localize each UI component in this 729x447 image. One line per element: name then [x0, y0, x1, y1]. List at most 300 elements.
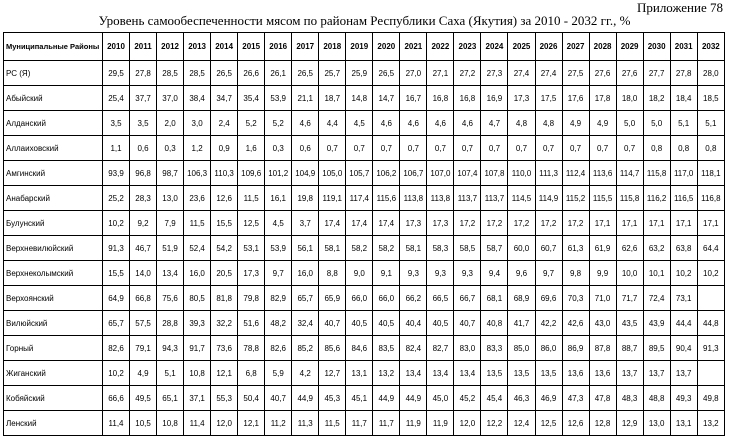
value-cell: 17,5 [535, 86, 562, 111]
value-cell: 9,6 [508, 261, 535, 286]
value-cell: 113,6 [589, 161, 616, 186]
value-cell: 11,4 [103, 411, 130, 436]
value-cell: 13,5 [508, 361, 535, 386]
value-cell: 27,0 [400, 61, 427, 86]
value-cell: 0,7 [616, 136, 643, 161]
value-cell: 117,0 [670, 161, 697, 186]
value-cell: 23,6 [184, 186, 211, 211]
value-cell: 0,7 [319, 136, 346, 161]
value-cell: 65,1 [157, 386, 184, 411]
value-cell: 28,3 [130, 186, 157, 211]
year-header: 2025 [508, 33, 535, 61]
value-cell: 106,7 [400, 161, 427, 186]
value-cell: 12,4 [508, 411, 535, 436]
value-cell: 73,6 [211, 336, 238, 361]
value-cell: 88,7 [616, 336, 643, 361]
value-cell: 28,0 [697, 61, 724, 86]
value-cell: 25,2 [103, 186, 130, 211]
value-cell: 4,5 [265, 211, 292, 236]
value-cell: 81,8 [211, 286, 238, 311]
value-cell: 7,9 [157, 211, 184, 236]
value-cell: 38,4 [184, 86, 211, 111]
value-cell: 10,2 [103, 361, 130, 386]
value-cell: 53,9 [265, 236, 292, 261]
value-cell: 17,3 [400, 211, 427, 236]
value-cell: 47,8 [589, 386, 616, 411]
value-cell: 11,4 [184, 411, 211, 436]
value-cell: 17,2 [562, 211, 589, 236]
value-cell [697, 286, 724, 311]
value-cell: 84,6 [346, 336, 373, 361]
value-cell: 13,2 [697, 411, 724, 436]
value-cell: 91,3 [103, 236, 130, 261]
value-cell: 66,7 [454, 286, 481, 311]
value-cell: 0,8 [643, 136, 670, 161]
value-cell: 25,7 [319, 61, 346, 86]
value-cell: 18,4 [670, 86, 697, 111]
value-cell: 43,0 [589, 311, 616, 336]
value-cell: 68,1 [481, 286, 508, 311]
value-cell: 115,6 [373, 186, 400, 211]
value-cell: 65,7 [103, 311, 130, 336]
value-cell: 13,4 [157, 261, 184, 286]
value-cell: 47,3 [562, 386, 589, 411]
value-cell: 49,8 [697, 386, 724, 411]
value-cell: 17,1 [643, 211, 670, 236]
value-cell: 44,4 [670, 311, 697, 336]
value-cell: 75,6 [157, 286, 184, 311]
value-cell: 101,2 [265, 161, 292, 186]
table-row [4, 261, 725, 286]
value-cell: 40,7 [319, 311, 346, 336]
year-header: 2020 [373, 33, 400, 61]
value-cell: 45,0 [427, 386, 454, 411]
value-cell: 4,8 [535, 111, 562, 136]
value-cell: 13,0 [643, 411, 670, 436]
value-cell: 11,5 [238, 186, 265, 211]
value-cell: 4,2 [292, 361, 319, 386]
value-cell: 0,3 [265, 136, 292, 161]
value-cell: 5,2 [265, 111, 292, 136]
value-cell: 105,0 [319, 161, 346, 186]
year-header: 2018 [319, 33, 346, 61]
value-cell: 66,0 [373, 286, 400, 311]
table-row [4, 361, 725, 386]
value-cell: 17,1 [697, 211, 724, 236]
value-cell [697, 361, 724, 386]
value-cell: 106,3 [184, 161, 211, 186]
value-cell: 51,9 [157, 236, 184, 261]
value-cell: 86,9 [562, 336, 589, 361]
value-cell: 25,4 [103, 86, 130, 111]
value-cell: 17,6 [562, 86, 589, 111]
value-cell: 13,2 [373, 361, 400, 386]
value-cell: 12,7 [319, 361, 346, 386]
value-cell: 78,8 [238, 336, 265, 361]
corner-header: Муниципальные Районы [4, 33, 103, 61]
district-name-cell: Вилюйский [4, 311, 103, 336]
value-cell: 94,3 [157, 336, 184, 361]
table-row [4, 86, 725, 111]
value-cell: 4,6 [427, 111, 454, 136]
value-cell: 62,6 [616, 236, 643, 261]
value-cell: 11,7 [346, 411, 373, 436]
year-header: 2014 [211, 33, 238, 61]
value-cell: 0,7 [427, 136, 454, 161]
value-cell: 58,7 [481, 236, 508, 261]
value-cell: 116,8 [697, 186, 724, 211]
value-cell: 63,2 [643, 236, 670, 261]
value-cell: 9,3 [400, 261, 427, 286]
value-cell: 16,0 [184, 261, 211, 286]
value-cell: 87,8 [589, 336, 616, 361]
value-cell: 16,1 [265, 186, 292, 211]
year-header: 2024 [481, 33, 508, 61]
year-header: 2031 [670, 33, 697, 61]
year-header: 2023 [454, 33, 481, 61]
table-row [4, 311, 725, 336]
value-cell: 5,0 [643, 111, 670, 136]
value-cell: 28,5 [157, 61, 184, 86]
district-name-cell: Амгинский [4, 161, 103, 186]
value-cell: 12,6 [211, 186, 238, 211]
value-cell: 66,2 [400, 286, 427, 311]
value-cell: 91,3 [697, 336, 724, 361]
value-cell: 44,8 [697, 311, 724, 336]
value-cell: 71,7 [616, 286, 643, 311]
value-cell: 27,1 [427, 61, 454, 86]
value-cell: 17,3 [508, 86, 535, 111]
value-cell: 113,8 [400, 186, 427, 211]
value-cell: 69,6 [535, 286, 562, 311]
year-header: 2022 [427, 33, 454, 61]
value-cell: 48,8 [643, 386, 670, 411]
year-header: 2012 [157, 33, 184, 61]
year-header: 2013 [184, 33, 211, 61]
value-cell: 12,9 [616, 411, 643, 436]
value-cell: 40,7 [265, 386, 292, 411]
value-cell: 3,5 [130, 111, 157, 136]
value-cell: 27,4 [535, 61, 562, 86]
value-cell: 27,6 [616, 61, 643, 86]
value-cell: 10,2 [670, 261, 697, 286]
value-cell: 35,4 [238, 86, 265, 111]
value-cell: 4,9 [130, 361, 157, 386]
value-cell: 13,7 [670, 361, 697, 386]
value-cell: 4,4 [319, 111, 346, 136]
value-cell: 17,2 [535, 211, 562, 236]
value-cell: 1,6 [238, 136, 265, 161]
value-cell: 13,5 [481, 361, 508, 386]
value-cell: 17,4 [319, 211, 346, 236]
value-cell: 17,1 [670, 211, 697, 236]
value-cell: 51,6 [238, 311, 265, 336]
value-cell: 17,1 [589, 211, 616, 236]
value-cell: 113,7 [481, 186, 508, 211]
value-cell: 18,0 [616, 86, 643, 111]
value-cell: 11,2 [265, 411, 292, 436]
value-cell: 90,4 [670, 336, 697, 361]
value-cell: 42,6 [562, 311, 589, 336]
value-cell: 61,3 [562, 236, 589, 261]
value-cell: 64,9 [103, 286, 130, 311]
value-cell: 17,3 [427, 211, 454, 236]
value-cell: 27,2 [454, 61, 481, 86]
value-cell: 5,2 [238, 111, 265, 136]
value-cell: 11,9 [400, 411, 427, 436]
value-cell: 86,0 [535, 336, 562, 361]
value-cell: 0,8 [697, 136, 724, 161]
value-cell: 0,6 [130, 136, 157, 161]
value-cell: 15,5 [103, 261, 130, 286]
value-cell: 16,8 [454, 86, 481, 111]
value-cell: 11,7 [373, 411, 400, 436]
value-cell: 10,2 [103, 211, 130, 236]
value-cell: 9,9 [589, 261, 616, 286]
value-cell: 25,9 [346, 61, 373, 86]
value-cell: 5,0 [616, 111, 643, 136]
value-cell: 116,2 [643, 186, 670, 211]
value-cell: 5,1 [697, 111, 724, 136]
value-cell: 66,8 [130, 286, 157, 311]
value-cell: 9,0 [346, 261, 373, 286]
value-cell: 12,0 [454, 411, 481, 436]
value-cell: 58,2 [373, 236, 400, 261]
district-name-cell: Анабарский [4, 186, 103, 211]
value-cell: 32,2 [211, 311, 238, 336]
value-cell: 8,8 [319, 261, 346, 286]
value-cell: 117,4 [346, 186, 373, 211]
value-cell: 9,8 [562, 261, 589, 286]
value-cell: 114,7 [616, 161, 643, 186]
value-cell: 82,6 [265, 336, 292, 361]
value-cell: 13,5 [535, 361, 562, 386]
value-cell: 106,2 [373, 161, 400, 186]
value-cell: 37,7 [130, 86, 157, 111]
value-cell: 73,1 [670, 286, 697, 311]
value-cell: 41,7 [508, 311, 535, 336]
value-cell: 49,5 [130, 386, 157, 411]
value-cell: 4,9 [562, 111, 589, 136]
value-cell: 115,2 [562, 186, 589, 211]
appendix-label: Приложение 78 [636, 0, 723, 15]
district-name-cell: Аллаиховский [4, 136, 103, 161]
value-cell: 45,4 [481, 386, 508, 411]
value-cell: 63,8 [670, 236, 697, 261]
value-cell: 12,2 [481, 411, 508, 436]
value-cell: 52,4 [184, 236, 211, 261]
value-cell: 82,4 [400, 336, 427, 361]
value-cell: 44,9 [400, 386, 427, 411]
value-cell: 83,3 [481, 336, 508, 361]
value-cell: 54,2 [211, 236, 238, 261]
value-cell: 26,5 [211, 61, 238, 86]
value-cell: 9,3 [454, 261, 481, 286]
value-cell: 40,5 [346, 311, 373, 336]
value-cell: 79,1 [130, 336, 157, 361]
value-cell: 5,9 [265, 361, 292, 386]
value-cell: 40,4 [400, 311, 427, 336]
value-cell: 32,4 [292, 311, 319, 336]
district-name-cell: РС (Я) [4, 61, 103, 86]
value-cell: 105,7 [346, 161, 373, 186]
value-cell: 4,6 [292, 111, 319, 136]
district-name-cell: Верхоянский [4, 286, 103, 311]
header-row [4, 33, 725, 61]
value-cell: 3,7 [292, 211, 319, 236]
value-cell: 17,4 [373, 211, 400, 236]
value-cell: 16,7 [400, 86, 427, 111]
value-cell: 114,9 [535, 186, 562, 211]
value-cell: 11,5 [184, 211, 211, 236]
value-cell: 11,5 [319, 411, 346, 436]
value-cell: 9,7 [265, 261, 292, 286]
value-cell: 4,9 [589, 111, 616, 136]
value-cell: 66,6 [103, 386, 130, 411]
value-cell: 116,5 [670, 186, 697, 211]
value-cell: 98,7 [157, 161, 184, 186]
value-cell: 58,1 [319, 236, 346, 261]
value-cell: 28,5 [184, 61, 211, 86]
value-cell: 13,1 [670, 411, 697, 436]
value-cell: 9,3 [427, 261, 454, 286]
value-cell: 0,7 [481, 136, 508, 161]
value-cell: 4,6 [373, 111, 400, 136]
value-cell: 60,7 [535, 236, 562, 261]
value-cell: 14,0 [130, 261, 157, 286]
year-header: 2019 [346, 33, 373, 61]
value-cell: 34,7 [211, 86, 238, 111]
value-cell: 80,5 [184, 286, 211, 311]
value-cell: 58,5 [454, 236, 481, 261]
page-title: Уровень самообеспеченности мясом по районам Республики Саха (Якутия) за 2010 - 2032 гг., % [98, 13, 631, 28]
value-cell: 6,8 [238, 361, 265, 386]
value-cell: 118,1 [697, 161, 724, 186]
year-header: 2011 [130, 33, 157, 61]
value-cell: 27,8 [670, 61, 697, 86]
value-cell: 11,3 [292, 411, 319, 436]
value-cell: 58,1 [400, 236, 427, 261]
value-cell: 45,1 [346, 386, 373, 411]
value-cell: 50,4 [238, 386, 265, 411]
value-cell: 0,7 [562, 136, 589, 161]
value-cell: 71,0 [589, 286, 616, 311]
value-cell: 44,9 [292, 386, 319, 411]
table-row [4, 111, 725, 136]
value-cell: 66,0 [346, 286, 373, 311]
district-name-cell: Верхневилюйский [4, 236, 103, 261]
value-cell: 28,8 [157, 311, 184, 336]
year-header: 2030 [643, 33, 670, 61]
value-cell: 37,0 [157, 86, 184, 111]
value-cell: 17,4 [346, 211, 373, 236]
value-cell: 27,6 [589, 61, 616, 86]
value-cell: 11,9 [427, 411, 454, 436]
value-cell: 13,6 [589, 361, 616, 386]
year-header: 2026 [535, 33, 562, 61]
value-cell: 10,8 [157, 411, 184, 436]
table-row [4, 61, 725, 86]
value-cell: 27,4 [508, 61, 535, 86]
value-cell: 26,6 [238, 61, 265, 86]
value-cell: 3,0 [184, 111, 211, 136]
value-cell: 17,8 [589, 86, 616, 111]
value-cell: 12,0 [211, 411, 238, 436]
value-cell: 68,9 [508, 286, 535, 311]
table-row [4, 136, 725, 161]
value-cell: 82,9 [265, 286, 292, 311]
year-header: 2027 [562, 33, 589, 61]
table-row [4, 161, 725, 186]
value-cell: 79,8 [238, 286, 265, 311]
value-cell: 115,8 [616, 186, 643, 211]
value-cell: 115,8 [643, 161, 670, 186]
table-row [4, 411, 725, 436]
value-cell: 45,3 [319, 386, 346, 411]
value-cell: 0,9 [211, 136, 238, 161]
district-name-cell: Кобяйский [4, 386, 103, 411]
value-cell: 10,8 [184, 361, 211, 386]
value-cell: 9,7 [535, 261, 562, 286]
value-cell: 26,1 [265, 61, 292, 86]
value-cell: 14,7 [373, 86, 400, 111]
value-cell: 1,1 [103, 136, 130, 161]
value-cell: 46,7 [130, 236, 157, 261]
value-cell: 4,7 [481, 111, 508, 136]
value-cell: 43,9 [643, 311, 670, 336]
value-cell: 29,5 [103, 61, 130, 86]
value-cell: 13,0 [157, 186, 184, 211]
value-cell: 61,9 [589, 236, 616, 261]
table-row [4, 186, 725, 211]
value-cell: 26,5 [292, 61, 319, 86]
value-cell: 13,6 [562, 361, 589, 386]
value-cell: 17,2 [481, 211, 508, 236]
value-cell: 112,4 [562, 161, 589, 186]
value-cell: 12,1 [211, 361, 238, 386]
district-name-cell: Верхнеколымский [4, 261, 103, 286]
value-cell: 0,7 [346, 136, 373, 161]
value-cell: 49,3 [670, 386, 697, 411]
value-cell: 58,2 [346, 236, 373, 261]
value-cell: 17,3 [238, 261, 265, 286]
value-cell: 40,7 [454, 311, 481, 336]
value-cell: 40,5 [427, 311, 454, 336]
value-cell: 10,5 [130, 411, 157, 436]
year-header: 2021 [400, 33, 427, 61]
value-cell: 13,4 [427, 361, 454, 386]
value-cell: 27,7 [643, 61, 670, 86]
value-cell: 110,0 [508, 161, 535, 186]
district-name-cell: Булунский [4, 211, 103, 236]
value-cell: 89,5 [643, 336, 670, 361]
value-cell: 10,0 [616, 261, 643, 286]
value-cell: 64,4 [697, 236, 724, 261]
value-cell: 10,2 [697, 261, 724, 286]
value-cell: 13,7 [616, 361, 643, 386]
value-cell: 115,5 [589, 186, 616, 211]
value-cell: 15,5 [211, 211, 238, 236]
value-cell: 13,4 [400, 361, 427, 386]
value-cell: 12,1 [238, 411, 265, 436]
value-cell: 72,4 [643, 286, 670, 311]
value-cell: 0,7 [400, 136, 427, 161]
value-cell: 4,6 [400, 111, 427, 136]
value-cell: 48,2 [265, 311, 292, 336]
value-cell: 0,7 [454, 136, 481, 161]
year-header: 2015 [238, 33, 265, 61]
table-row [4, 386, 725, 411]
